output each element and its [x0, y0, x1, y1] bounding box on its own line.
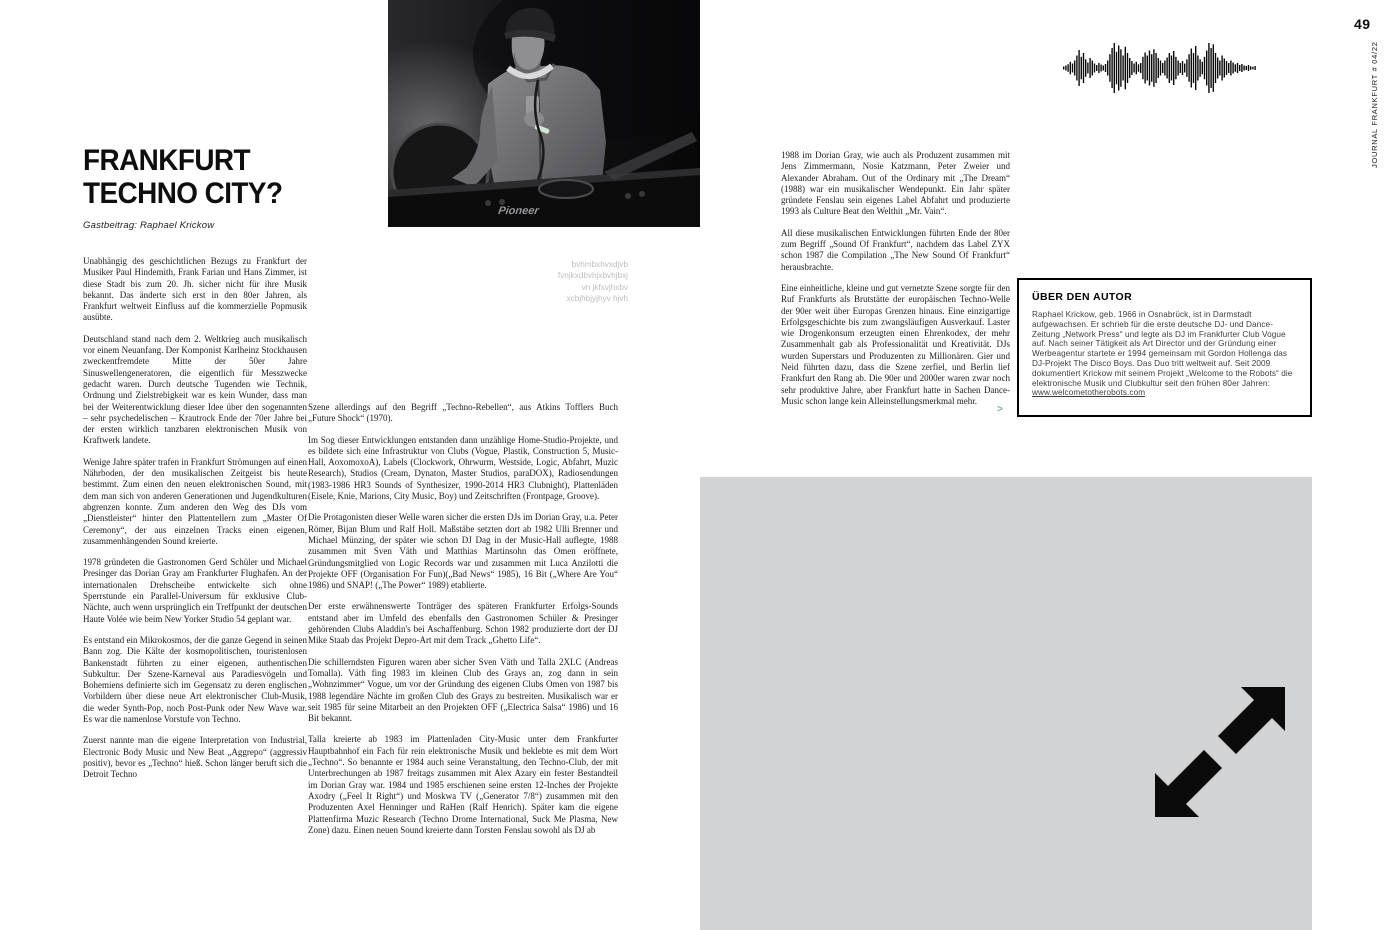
article-title: [83, 144, 282, 210]
edition-vertical-label: JOURNAL FRANKFURT # 04/22: [1370, 41, 1379, 168]
paragraph: All diese musikalischen Entwicklungen führten Ende der 80er zum Begriff „Sound Of Frankfurt“, nachdem das Label ZYX schon 1987 die Compilation „The New Sound Of Frankfurt“ herausbrachte.: [781, 227, 1010, 272]
caption-line: bvhmbxhvxdjvb: [571, 260, 628, 269]
paragraph: Talla kreierte ab 1983 im Plattenladen City-Music unter dem Frankfurter Hauptbahnhof ein Fach für rein elektronische Musik und beklebte es mit dem Wort „Techno“. So benannte er 1984 auch seine Veranstaltung, den Techno-Club, der mit Unterbrechungen ab 1987 freitags zusammen mit Alex Azary ein fester Bestandteil im Dorian Gray war. 1984 und 1985 erschienen seine ersten 12-Inches der Projekte Axodry („Feel It Right“) und Moskwa TV („Generator 7/8“) zusammen mit den Produzenten Axel Henninger und RaHen (Ralf Henrich). Später kam die eigene Plattenfirma Muzic Research (Techno Drome International, Suck Me Plasma, New Zone) dazu. Einen neuen Sound kreierte dann Torsten Fenslau sowohl als DJ ab: [308, 734, 618, 835]
paragraph: Zuerst nannte man die eigene Interpretation von Industrial, Electronic Body Music und New Beat „Aggrepo“ (aggressiv positiv), bevor es „Techno“ hieß. Schon länger beruft sich die Detroit Techno: [83, 735, 307, 780]
dj-figure: [486, 65, 606, 184]
dj-photo: [388, 0, 700, 227]
text-column-2: [308, 402, 618, 846]
caption-line: vn jkfxvjhxbv: [581, 282, 628, 292]
author-box-body: Raphael Krickow, geb. 1966 in Osnabrück, ist in Darmstadt aufgewachsen. Er schrieb für die erste deutsche DJ- und Dance-Zeitung „Network Press“ und legte als DJ im Frankfurter Club Vogue auf. Nach seiner Tätigkeit als Art Director und der Gründung einer Werbeagentur startete er 1994 gemeinsam mit Gordon Hollenga das DJ-Projekt The Disco Boys. Das Duo tritt weltweit auf. Seit 2009 dokumentiert Krickow mit seinem Projekt „Welcome to the Robots“ die elektronische Musik und Clubkultur seit den frühen 80er Jahren:: [1032, 310, 1293, 388]
author-website-link[interactable]: www.welcometotherobots.com: [1032, 388, 1146, 398]
article-title-line1: FRANKFURT: [83, 144, 251, 177]
image-placeholder-panel: [700, 477, 1312, 930]
author-box-title: ÜBER DEN AUTOR: [1032, 291, 1133, 303]
text-column-3: [781, 150, 1010, 417]
soundwave-icon: [1063, 42, 1258, 94]
continuation-arrow-icon: >: [997, 404, 1003, 415]
paragraph: 1978 gründeten die Gastronomen Gerd Schüler und Michael Presinger das Dorian Gray am Frankfurter Flughafen. An der internationalen Drehscheibe entwickelte sich ohne Sperrstunde ein Parallel-Universum für exklusive Club-Nächte, auch wenn ursprünglich ein Treffpunkt der deutschen Haute Volée wie beim New Yorker Studio 54 geplant war.: [83, 557, 307, 624]
paragraph: Szene allerdings auf den Begriff „Techno-Rebellen“, aus Atkins Tofflers Buch „Future Shock“ (1970).: [308, 402, 618, 424]
article-byline: Gastbeitrag: Raphael Krickow: [83, 220, 215, 231]
paragraph: Die schillerndsten Figuren waren aber sicher Sven Väth und Talla 2XLC (Andreas Tomalla). Väth fing 1983 im kleinen Club des Grays an, zog dann in sein „Wohnzimmer“ Vogue, um vor der Gründung des eigenen Clubs Omen von 1987 bis 1988 legendäre Nächte im großen Club des Grays zu bestreiten. Musikalisch war er seit 1985 für seine Mitarbeit an den Projekten OFF („Electrica Salsa“ 1986) und 16 Bit bekannt.: [308, 656, 618, 724]
text-column-1: [83, 256, 307, 790]
paragraph: Es entstand ein Mikrokosmos, der die ganze Gegend in seinen Bann zog. Die Kälte der kosmopolitischen, touristenlosen Bankenstadt führten zu einer eigenen, authentischen Subkultur. Der Szene-Karneval aus Paradiesvögeln und Bohemiens definierte sich im Gegensatz zu deren englischen Vorbildern über diese neue Art elektronischer Club-Musik, die weder Synth-Pop, noch Post-Punk oder New Wave war. Es war die namenlose Vorstufe von Techno.: [83, 634, 307, 724]
paragraph: Eine einheitliche, kleine und gut vernetzte Szene sorgte für den Ruf Frankfurts als Brutstätte der europäischen Techno-Welle der 90er weit über Europas Grenzen hinaus. Eine einzigartige Erfolgsgeschichte bis zum zwangsläufigen Ausverkauf. Laster wie Drogenkonsum erzeugten einen Ehrenkodex, der mehr Zusammenhalt gab als Professionalität und Kreativität. DJs wurden Superstars und Produzenten zu Millionären. Gier und Neid führten dazu, dass die Szene zerfiel, und Berlin lief Frankfurt den Rang ab. Die 90er und 2000er waren zwar noch sehr produktive Jahre, aber Frankfurt hatte in Sachen Dance-Music schon lange kein Alleinstellungsmerkmal mehr.: [781, 282, 1010, 406]
caption-line: fvnjkxdbvhjxbvhjbxj: [557, 271, 628, 281]
paragraph: Wenige Jahre später trafen in Frankfurt Strömungen auf einen Nährboden, der den musikalischen Zeitgeist bis heute bestimmt. Zum einen den neuen elektronischen Sound, mit dem man sich von anderen Generationen und Jugendkulturen abgrenzen konnte. Zum anderen den Weg des DJs vom „Dienstleister“ hinter den Plattentellern zum „Master Of Ceremony“, der aus einzelnen Tracks einen eigenen, zusammenhängenden Sound kreierte.: [83, 456, 307, 546]
photo-caption-placeholder: [430, 259, 628, 304]
author-box: [1017, 278, 1312, 417]
paragraph: Die Protagonisten dieser Welle waren sicher die ersten DJs im Dorian Gray, u.a. Peter Römer, Bijan Blum und Ralf Holl. Maßstäbe setzten dort ab 1982 Ulli Brenner und Michael Münzing, der später wie schon DJ Dag in der Music-Hall auflegte, 1988 zusammen mit Sven Väth und Matthias Martinsohn das Omen eröffnete, Gründungsmitglied von Logic Records war und zusammen mit Luca Anzilotti die Projekte OFF (Organisation For Fun)(„Bad News“ 1985), 16 Bit („Where Are You“ 1986) und SNAP! („The Power“ 1989) etablierte.: [308, 512, 618, 591]
paragraph: Im Sog dieser Entwicklungen entstanden dann unzählige Home-Studio-Projekte, und es bildete sich eine Infrastruktur von Clubs (Vogue, Plastik, Construction 5, Music-Hall, AoxomoxoA), Labels (Clockwork, Ohrwurm, Westside, Logic, Abfahrt, Muzic Research), Studios (Cream, Dynaton, Master Studios, paraDOX), Radiosendungen (1983-1986 HR3 Sounds of Synthesizer, 1990-2014 HR3 Clubnight), Plattenläden (Eisele, Knie, Marions, City Music, Boy) und Zeitschriften (Frontpage, Groove).: [308, 434, 618, 502]
paragraph: Deutschland stand nach dem 2. Weltkrieg auch musikalisch vor einem Neuanfang. Der Komponist Karlheinz Stockhausen zweckentfremdete Mitte der 50er Jahre Sinuswellengeneratoren, die eigentlich für Messzwecke gedacht waren. Durch deutsche Tugenden wie Technik, Ordnung und Zielstrebigkeit war es kein Wunder, dass man bei der Weiterentwicklung dieser Idee über den sogenannten – sehr psychedelischen – Krautrock Ende der 70er Jahre bei der ersten wirklich tanzbaren elektronischen Musik von Kraftwerk landete.: [83, 333, 307, 446]
expand-arrows-icon: [1155, 687, 1285, 817]
equipment-brand-label: Pioneer: [497, 205, 540, 217]
article-title-line2: TECHNO CITY?: [83, 177, 283, 210]
page-number: 49: [1354, 16, 1371, 32]
paragraph: 1988 im Dorian Gray, wie auch als Produzent zusammen mit Jens Zimmermann, Nosie Katzmann, Peter Zweier und Alexander Abraham. Out of the Ordinary mit „The Dream“ (1988) war ein musikalischer Wendepunkt. Ein Jahr später gründete Fenslau sein eigenes Label Abfahrt und produzierte 1993 als Culture Beat den Welthit „Mr. Vain“.: [781, 150, 1010, 217]
paragraph: Der erste erwähnenswerte Tonträger des späteren Frankfurter Erfolgs-Sounds entstand aber im Umfeld des ebenfalls den Gastronomen Schüler & Presinger gehörenden Clubs Aladdin's bei Aschaffenburg. Schon 1982 produzierte dort der DJ Mike Staab das Projekt Depro-Art mit dem Track „Ghetto Life“.: [308, 601, 618, 646]
paragraph: Unabhängig des geschichtlichen Bezugs zu Frankfurt der Musiker Paul Hindemith, Frank Farian und Hans Zimmer, ist diese Stadt bis zum 20. Jh. sicher nicht für ihre Musik bekannt. Das änderte sich erst in den 80er Jahren, als Frankfurt weltweit Einfluss auf die kommerzielle Popmusik ausübte.: [83, 256, 307, 323]
caption-line: xcbjhbjyjhyv hjvh: [566, 293, 628, 303]
